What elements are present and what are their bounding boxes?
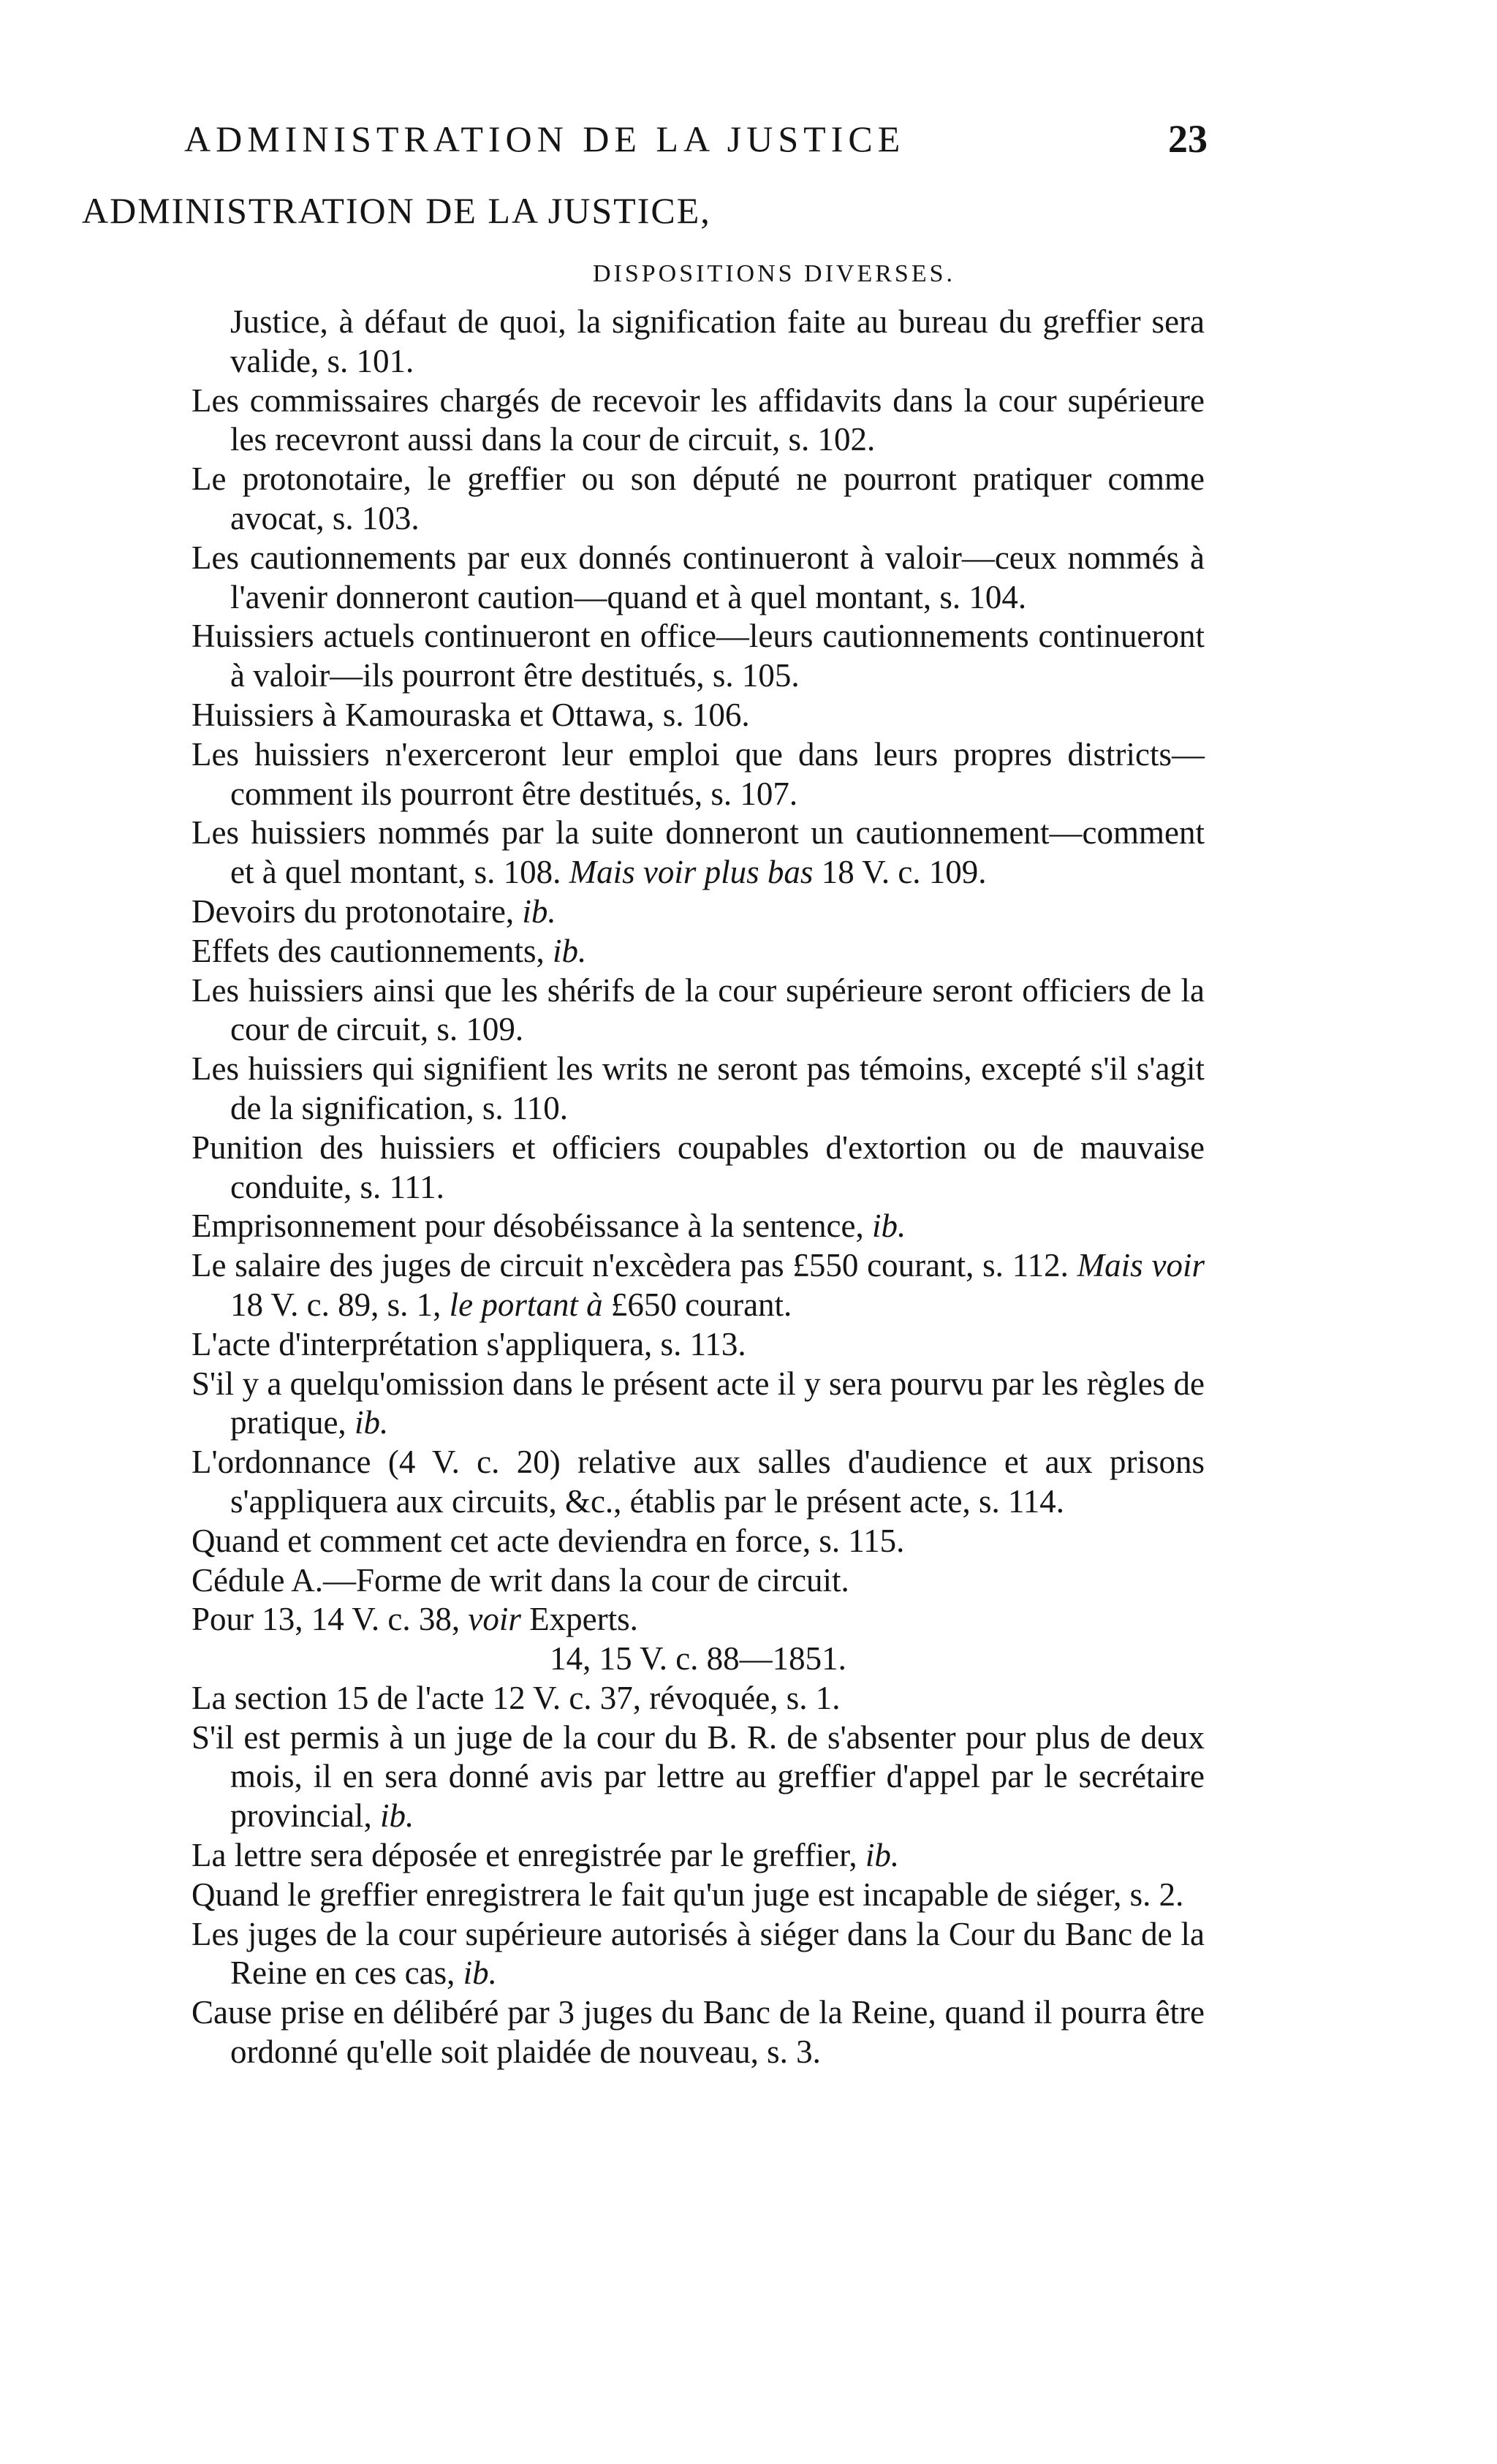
index-entry [192, 1522, 1205, 1561]
index-entry [192, 1718, 1205, 1836]
index-entry [192, 971, 1205, 1050]
entry-text: 18 V. c. 89, s. 1, [230, 1286, 450, 1323]
entry-text: Justice, à défaut de quoi, la signification faite au bureau du greffier sera valide, s. 101. [230, 303, 1205, 379]
entry-text: 14, 15 V. c. 88—1851. [550, 1640, 846, 1678]
index-entry [192, 382, 1205, 460]
index-entry [192, 1915, 1205, 1994]
entry-text: La lettre sera déposée et enregistrée par le greffier, [192, 1837, 865, 1874]
index-entry [192, 1993, 1205, 2072]
entry-italic-text: ib. [354, 1404, 389, 1441]
index-entry [192, 1679, 1205, 1718]
running-title: ADMINISTRATION DE LA JUSTICE [184, 118, 906, 159]
index-entry [192, 1600, 1205, 1639]
entry-text: 18 V. c. 109. [813, 854, 987, 891]
index-entry [192, 1561, 1205, 1601]
index-entry [192, 735, 1205, 814]
entry-text: L'ordonnance (4 V. c. 20) relative aux salles d'audience et aux prisons s'appliquera aux circuits, &c., établis par le présent acte, s. 114. [192, 1444, 1205, 1520]
index-entry [192, 814, 1205, 892]
running-head [184, 110, 1208, 168]
entry-italic-text: ib. [379, 1797, 414, 1835]
index-entry [192, 1246, 1205, 1325]
index-entry [192, 303, 1205, 382]
index-entry [192, 617, 1205, 696]
entry-text: Punition des huissiers et officiers coupables d'extortion ou de mauvaise conduite, s. 111. [192, 1129, 1205, 1205]
entry-text: Le salaire des juges de circuit n'excèdera pas £550 courant, s. 112. [192, 1247, 1077, 1284]
section-subheading: DISPOSITIONS DIVERSES. [592, 260, 956, 287]
entry-italic-text: ib. [463, 1955, 497, 1992]
entry-text: Emprisonnement pour désobéissance à la sentence, [192, 1208, 872, 1245]
entry-italic-text: Mais voir plus bas [569, 854, 814, 891]
index-entry [192, 1365, 1205, 1444]
section-title: ADMINISTRATION DE LA JUSTICE, [82, 190, 711, 231]
entry-text: Huissiers actuels continueront en office—leurs cautionnements continueront à valoir—ils pourront être destitués, s. 105. [192, 618, 1205, 694]
index-entry [192, 1836, 1205, 1876]
entry-text: S'il est permis à un juge de la cour du B. R. de s'absenter pour plus de deux mois, il en sera donné avis par lettre au greffier d'appel par le secrétaire provincial, [192, 1718, 1205, 1835]
entry-text: L'acte d'interprétation s'appliquera, s. 113. [192, 1325, 746, 1362]
entry-italic-text: le portant à [449, 1286, 603, 1323]
entry-text: Quand et comment cet acte deviendra en force, s. 115. [192, 1522, 905, 1559]
entry-text: Les huissiers nommés par la suite donneront un cautionnement—comment et à quel montant, s. 108. [192, 814, 1205, 891]
entry-italic-text: voir [468, 1601, 521, 1638]
entry-text: Les huissiers ainsi que les shérifs de la cour supérieure seront officiers de la cour de circuit, s. 109. [192, 971, 1205, 1048]
entry-text: Les cautionnements par eux donnés continueront à valoir—ceux nommés à l'avenir donneront caution—quand et à quel montant, s. 104. [192, 539, 1205, 615]
entry-text: £650 courant. [602, 1286, 792, 1323]
page-number: 23 [1168, 117, 1208, 161]
index-entry [192, 696, 1205, 735]
entry-text: Pour 13, 14 V. c. 38, [192, 1601, 469, 1638]
act-heading [192, 1639, 1205, 1679]
entry-italic-text: ib. [871, 1208, 906, 1245]
entry-italic-text: ib. [522, 892, 556, 930]
entry-text: Huissiers à Kamouraska et Ottawa, s. 106. [192, 696, 750, 733]
entry-text: Devoirs du protonotaire, [192, 892, 523, 930]
entry-text: La section 15 de l'acte 12 V. c. 37, révoquée, s. 1. [192, 1679, 841, 1716]
entry-text: Les commissaires chargés de recevoir les affidavits dans la cour supérieure les recevront aussi dans la cour de circuit, s. 102. [192, 382, 1205, 458]
index-entry [192, 1443, 1205, 1522]
entry-text: Les juges de la cour supérieure autorisés à siéger dans la Cour du Banc de la Reine en ces cas, [192, 1915, 1205, 1992]
index-entry [192, 932, 1205, 971]
entry-italic-text: ib. [553, 932, 587, 969]
entry-text: Effets des cautionnements, [192, 932, 553, 969]
entry-text: Cause prise en délibéré par 3 juges du Banc de la Reine, quand il pourra être ordonné qu'elle soit plaidée de nouveau, s. 3. [192, 1994, 1205, 2071]
index-entry [192, 1050, 1205, 1129]
index-entry [192, 1876, 1205, 1915]
index-entry [192, 1325, 1205, 1365]
entry-italic-text: ib. [865, 1837, 900, 1874]
entry-text: Les huissiers qui signifient les writs ne seront pas témoins, excepté s'il s'agit de la signification, s. 110. [192, 1050, 1205, 1126]
entry-text: Experts. [520, 1601, 638, 1638]
entry-text: S'il y a quelqu'omission dans le présent acte il y sera pourvu par les règles de pratique, [192, 1365, 1205, 1441]
entry-text: Quand le greffier enregistrera le fait qu'un juge est incapable de siéger, s. 2. [192, 1876, 1184, 1913]
index-entry [192, 892, 1205, 932]
index-entry [192, 1207, 1205, 1246]
entry-text: Les huissiers n'exerceront leur emploi que dans leurs propres districts—comment ils pourront être destitués, s. 107. [192, 735, 1205, 812]
index-entry [192, 460, 1205, 539]
index-entry [192, 539, 1205, 618]
entry-text: Cédule A.—Forme de writ dans la cour de circuit. [192, 1561, 849, 1599]
index-entries [192, 303, 1205, 2072]
index-entry [192, 1129, 1205, 1208]
entry-text: Le protonotaire, le greffier ou son député ne pourront pratiquer comme avocat, s. 103. [192, 460, 1205, 537]
entry-italic-text: Mais voir [1077, 1247, 1205, 1284]
